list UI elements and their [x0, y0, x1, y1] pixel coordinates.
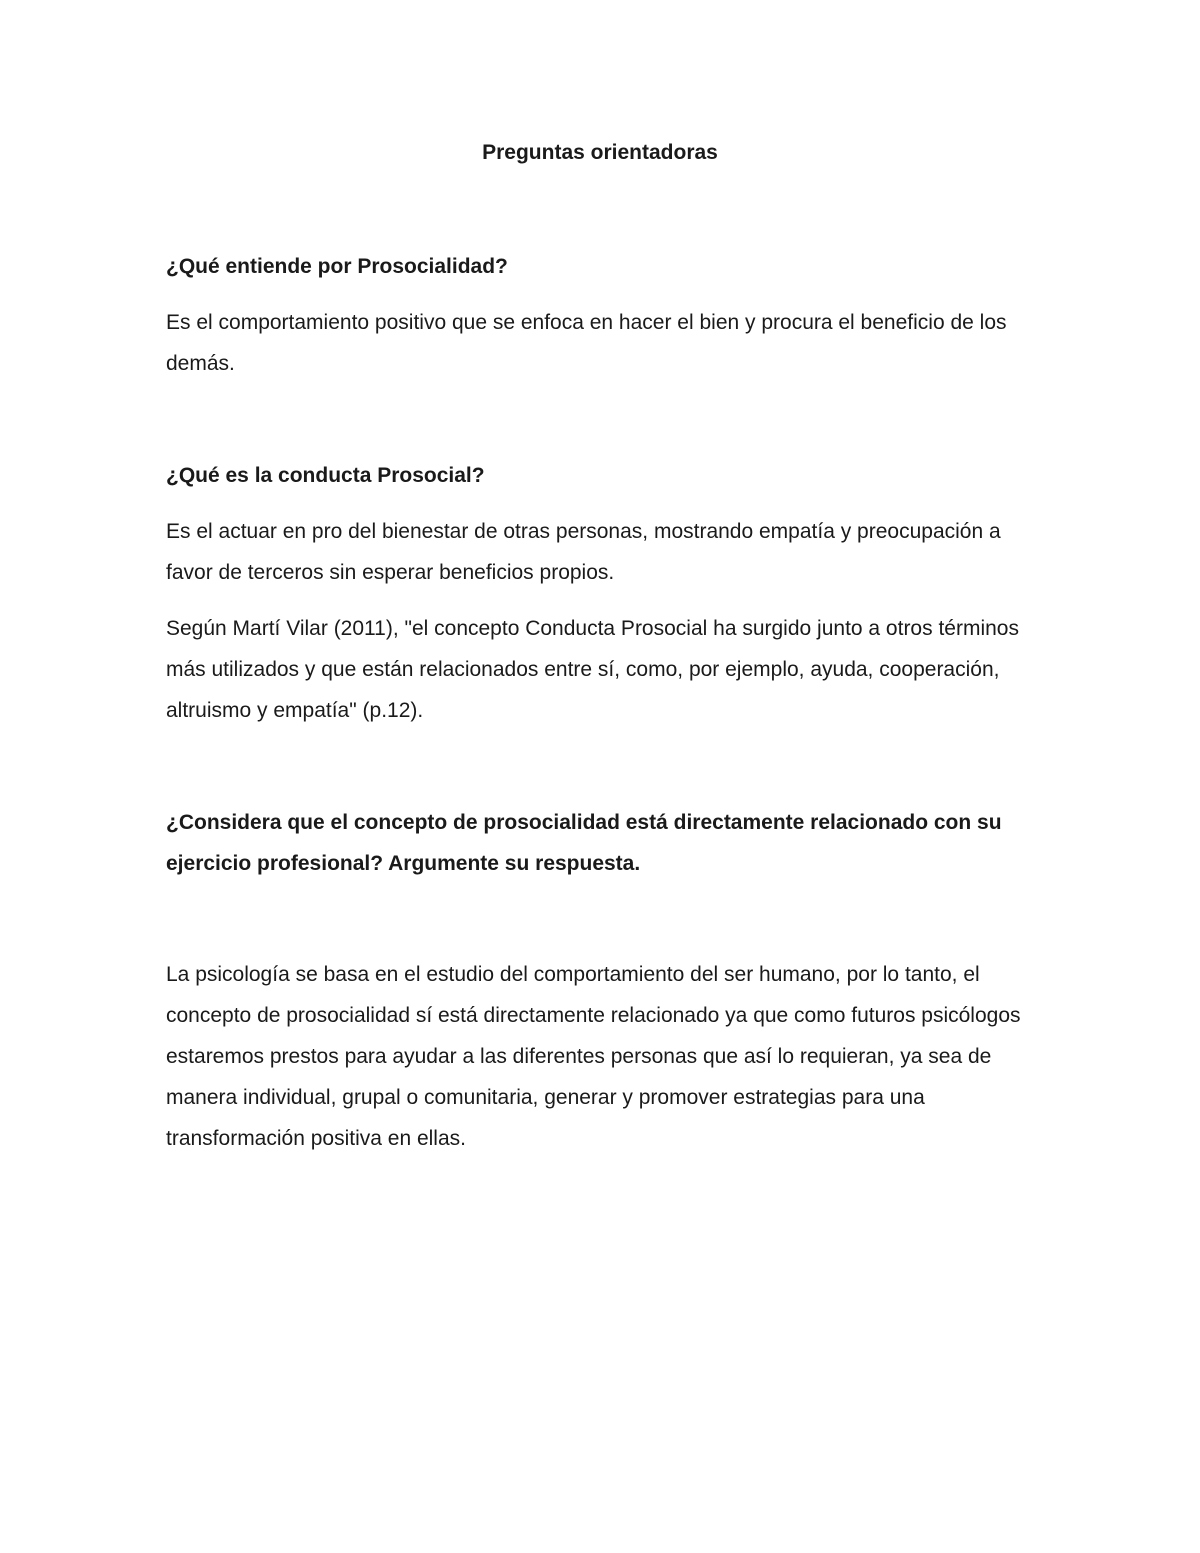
document-title: Preguntas orientadoras	[482, 141, 718, 164]
answer-2-citation: Según Martí Vilar (2011), "el concepto Conducta Prosocial ha surgido junto a otros términos más utilizados y que están relacionados entre sí, como, por ejemplo, ayuda, cooperación, altruismo y empatía" (p.12).	[166, 617, 1019, 722]
question-2: ¿Qué es la conducta Prosocial?	[166, 464, 485, 487]
question-1: ¿Qué entiende por Prosocialidad?	[166, 255, 508, 278]
answer-1: Es el comportamiento positivo que se enfoca en hacer el bien y procura el beneficio de los demás.	[166, 311, 1007, 375]
answer-3: La psicología se basa en el estudio del comportamiento del ser humano, por lo tanto, el concepto de prosocialidad sí está directamente relacionado ya que como futuros psicólogos estaremos prestos para ayudar a las diferentes personas que así lo requieran, ya sea de manera individual, grupal o comunitaria, generar y promover estrategias para una transformación positiva en ellas.	[166, 963, 1021, 1150]
question-3: ¿Considera que el concepto de prosocialidad está directamente relacionado con su ejercicio profesional? Argumente su respuesta.	[166, 811, 1002, 875]
answer-2: Es el actuar en pro del bienestar de otras personas, mostrando empatía y preocupación a favor de terceros sin esperar beneficios propios.	[166, 520, 1001, 584]
